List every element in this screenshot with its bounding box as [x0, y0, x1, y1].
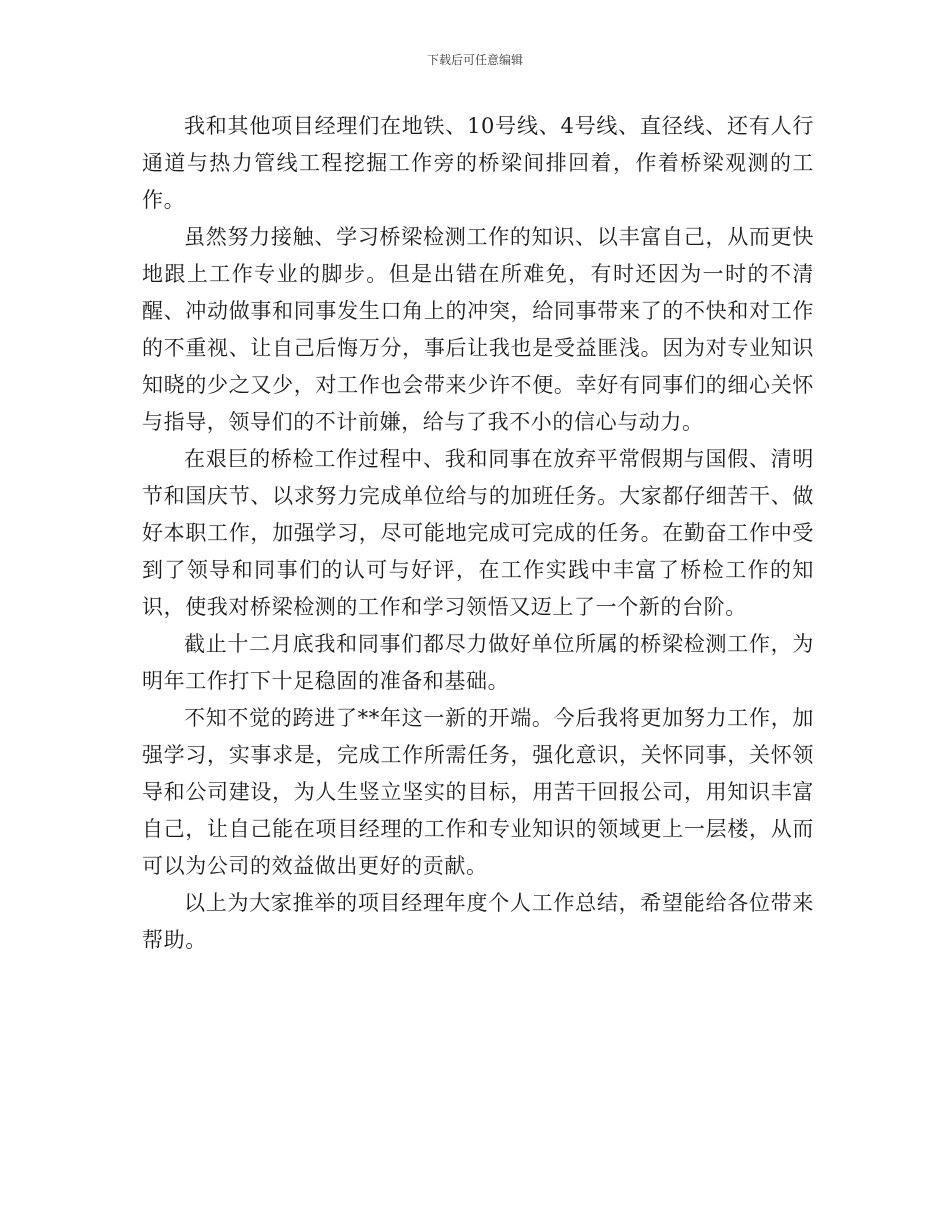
paragraph-1: 我和其他项目经理们在地铁、10号线、4号线、直径线、还有人行通道与热力管线工程挖掘工作旁的桥梁间排回着，作着桥梁观测的工作。	[142, 114, 814, 212]
document-body	[142, 108, 814, 959]
paragraph-3: 在艰巨的桥检工作过程中、我和同事在放弃平常假期与国假、清明节和国庆节、以求努力完成单位给与的加班任务。大家都仔细苦干、做好本职工作，加强学习，尽可能地完成可完成的任务。在勤奋工作中受到了领导和同事们的认可与好评，在工作实践中丰富了桥检工作的知识，使我对桥梁检测的工作和学习领悟又迈上了一个新的台阶。	[142, 447, 814, 619]
paragraph-4: 截止十二月底我和同事们都尽力做好单位所属的桥梁检测工作，为明年工作打下十足稳固的准备和基础。	[142, 632, 814, 693]
page-header-note: 下载后可任意编辑	[426, 53, 523, 67]
paragraph-2: 虽然努力接触、学习桥梁检测工作的知识、以丰富自己，从而更快地跟上工作专业的脚步。但是出错在所难免，有时还因为一时的不清醒、冲动做事和同事发生口角上的冲突，给同事带来了的不快和对工作的不重视、让自己后悔万分，事后让我也是受益匪浅。因为对专业知识知晓的少之又少，对工作也会带来少许不便。幸好有同事们的细心关怀与指导，领导们的不计前嫌，给与了我不小的信心与动力。	[142, 225, 814, 434]
paragraph-6: 以上为大家推举的项目经理年度个人工作总结，希望能给各位带来帮助。	[142, 891, 814, 952]
paragraph-5: 不知不觉的跨进了**年这一新的开端。今后我将更加努力工作，加强学习，实事求是，完成工作所需任务，强化意识，关怀同事，关怀领导和公司建设，为人生竖立坚实的目标，用苦干回报公司，用知识丰富自己，让自己能在项目经理的工作和专业知识的领域更上一层楼，从而可以为公司的效益做出更好的贡献。	[142, 706, 814, 878]
